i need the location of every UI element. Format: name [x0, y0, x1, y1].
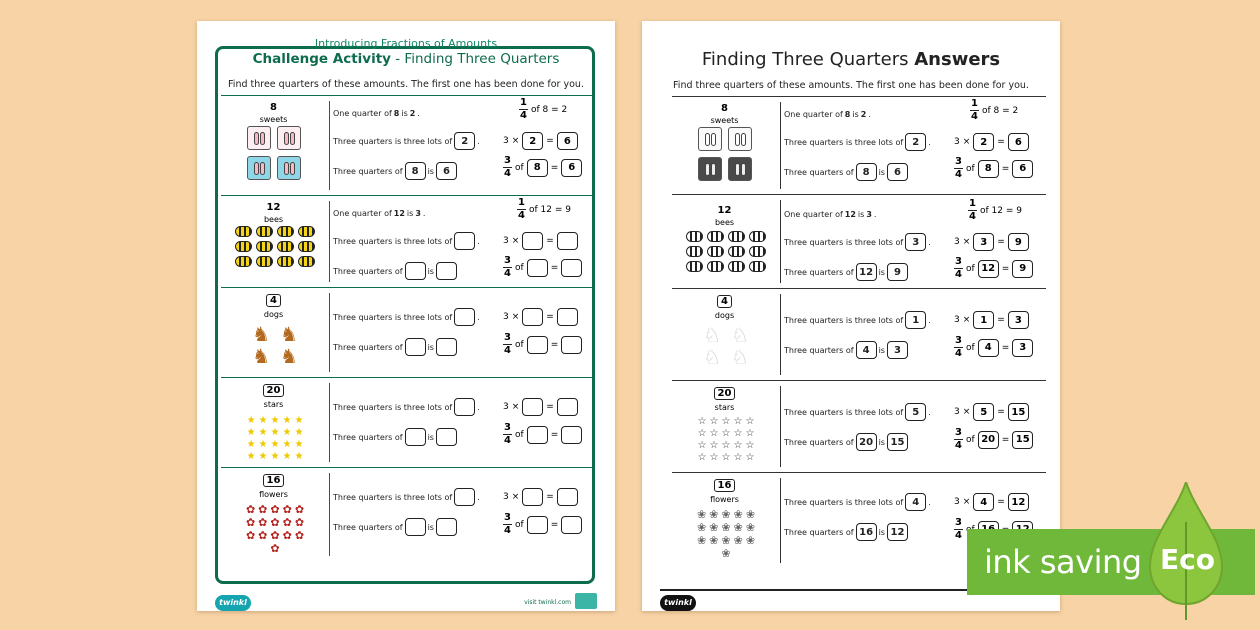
answer-box[interactable]	[522, 308, 543, 326]
answers-worksheet	[642, 21, 1060, 611]
answer-box[interactable]	[405, 428, 426, 446]
bee-icon	[707, 246, 724, 257]
three-quarters-line: Three quarters of 20 is 15	[784, 433, 908, 451]
star-icon: ☆	[697, 428, 707, 439]
flower-icon: ❀	[709, 534, 719, 547]
instruction-text: Find three quarters of these amounts. The first one has been done for you.	[228, 79, 584, 90]
fraction-line: 3 4 of =	[503, 256, 582, 279]
flower-icon: ✿	[245, 529, 256, 542]
bee-icon	[256, 256, 273, 267]
dog-icon: ♞	[252, 344, 270, 368]
question-item-label: bees	[714, 218, 735, 227]
instruction-text: Find three quarters of these amounts. The first one has been done for you.	[673, 80, 1029, 91]
three-lots-line: Three quarters is three lots of 5 .	[784, 403, 931, 421]
star-icon: ★	[246, 427, 256, 438]
star-icon: ★	[246, 415, 256, 426]
star-icon: ☆	[721, 428, 731, 439]
answer-box[interactable]	[557, 308, 578, 326]
bee-icon	[728, 231, 745, 242]
three-lots-line: Three quarters is three lots of 2 .	[333, 132, 480, 150]
sweet-icon	[698, 157, 722, 181]
answer-box: 8	[978, 160, 999, 178]
question-item-label: flowers	[710, 495, 739, 504]
star-icon: ★	[294, 439, 304, 450]
bee-icon	[256, 241, 273, 252]
flower-icon: ❀	[721, 508, 731, 521]
question-row-flowers	[221, 467, 595, 561]
question-number: 20	[672, 387, 777, 400]
flower-icon: ❀	[733, 508, 743, 521]
star-icon: ☆	[697, 440, 707, 451]
answer-box: 8	[405, 162, 426, 180]
answer-box: 8	[856, 163, 877, 181]
dog-icon: ♞	[252, 322, 270, 346]
three-lots-line: Three quarters is three lots of 4 .	[784, 493, 931, 511]
answer-box: 9	[1008, 233, 1029, 251]
bee-icon	[277, 241, 294, 252]
question-number: 16	[221, 474, 326, 487]
answer-box: 4	[905, 493, 926, 511]
dog-icon: ♞	[280, 322, 298, 346]
answer-box: 6	[561, 159, 582, 177]
flower-icon: ❀	[721, 521, 731, 534]
star-icon: ★	[282, 451, 292, 462]
flower-icon: ❀	[745, 508, 756, 521]
answer-box: 6	[1012, 160, 1033, 178]
answer-box[interactable]	[557, 488, 578, 506]
multiplication-line: 3 × 1 = 3	[954, 311, 1029, 329]
question-item-label: flowers	[259, 490, 288, 499]
answer-box: 1	[905, 311, 926, 329]
answer-box: 3	[1008, 311, 1029, 329]
three-lots-line: Three quarters is three lots of .	[333, 308, 480, 326]
answer-box[interactable]	[527, 426, 548, 444]
answer-box: 4	[856, 341, 877, 359]
star-icon: ★	[294, 427, 304, 438]
question-item-label: stars	[714, 403, 735, 412]
dog-icon: ♘	[703, 323, 721, 347]
answer-box[interactable]	[527, 516, 548, 534]
bee-icon	[686, 246, 703, 257]
three-quarters-line: Three quarters of is	[333, 338, 457, 356]
star-icon: ☆	[721, 452, 731, 463]
answer-box: 2	[454, 132, 475, 150]
answer-box: 4	[973, 493, 994, 511]
dog-icon: ♞	[280, 344, 298, 368]
star-icon: ☆	[745, 416, 755, 427]
answer-box[interactable]	[527, 336, 548, 354]
answer-box: 16	[856, 523, 877, 541]
flower-icon: ✿	[245, 503, 256, 516]
star-icon: ☆	[721, 440, 731, 451]
flower-icon: ✿	[258, 516, 268, 529]
bee-icon	[277, 256, 294, 267]
three-lots-line: Three quarters is three lots of .	[333, 398, 480, 416]
answer-box: 9	[887, 263, 908, 281]
flower-icon: ❀	[721, 547, 731, 560]
question-number: 8	[270, 102, 277, 113]
star-icon: ☆	[697, 452, 707, 463]
multiplication-line: 3 × 4 = 12	[954, 493, 1029, 511]
bee-icon	[749, 261, 766, 272]
bee-icon	[707, 261, 724, 272]
flower-icon: ✿	[258, 529, 268, 542]
question-number: 16	[672, 479, 777, 492]
three-lots-line: Three quarters is three lots of 3 .	[784, 233, 931, 251]
bee-icon	[235, 226, 252, 237]
multiplication-line: 3 × =	[503, 398, 578, 416]
answer-box[interactable]	[405, 338, 426, 356]
three-quarters-line: Three quarters of 12 is 9	[784, 263, 908, 281]
fraction-line: 3 4 of 4 = 3	[954, 336, 1033, 359]
answer-box[interactable]	[522, 232, 543, 250]
answer-box: 12	[978, 260, 999, 278]
question-item-label: sweets	[710, 116, 739, 125]
answer-box: 6	[557, 132, 578, 150]
star-icon: ☆	[709, 440, 719, 451]
answer-box: 1	[973, 311, 994, 329]
answer-box[interactable]	[527, 259, 548, 277]
three-quarters-line: Three quarters of 4 is 3	[784, 341, 908, 359]
fraction-line: 3 4	[954, 518, 1033, 541]
bee-icon	[728, 246, 745, 257]
star-icon: ☆	[721, 416, 731, 427]
question-row-bees	[221, 195, 595, 287]
question-number: 4	[672, 295, 777, 308]
star-icon: ★	[282, 427, 292, 438]
multiplication-line: 3 × 3 = 9	[954, 233, 1029, 251]
answer-box: 2	[522, 132, 543, 150]
star-icon: ☆	[745, 440, 755, 451]
question-row-stars	[221, 377, 595, 467]
multiplication-line: 3 × =	[503, 488, 578, 506]
bee-icon	[235, 256, 252, 267]
dog-icon: ♘	[731, 345, 749, 369]
bee-icon	[298, 241, 315, 252]
star-icon: ★	[270, 415, 280, 426]
bee-icon	[749, 231, 766, 242]
flower-icon: ❀	[721, 534, 731, 547]
question-item-label: sweets	[259, 115, 288, 124]
star-icon: ★	[258, 427, 268, 438]
flower-icon: ❀	[709, 521, 719, 534]
answer-box[interactable]	[436, 338, 457, 356]
flower-icon: ❀	[745, 521, 756, 534]
flower-icon: ❀	[745, 534, 756, 547]
bees-picture	[684, 231, 768, 272]
bee-icon	[256, 226, 273, 237]
fraction-line: 3 4 of =	[503, 333, 582, 356]
answer-box: 3	[1012, 339, 1033, 357]
three-quarters-line: Three quarters of 8 is 6	[784, 163, 908, 181]
star-icon: ☆	[709, 428, 719, 439]
star-icon: ★	[258, 415, 268, 426]
fraction-equation: 1 4 of 12 = 9	[518, 197, 571, 221]
bee-icon	[728, 261, 745, 272]
answer-box: 12	[887, 523, 908, 541]
three-lots-line: Three quarters is three lots of 1 .	[784, 311, 931, 329]
answer-box[interactable]	[454, 232, 475, 250]
flower-icon: ✿	[282, 503, 292, 516]
bee-icon	[686, 231, 703, 242]
quality-badge	[575, 593, 597, 609]
bee-icon	[707, 231, 724, 242]
fraction-line: 3 4 of 12 = 9	[954, 257, 1033, 280]
answer-box: 15	[887, 433, 908, 451]
question-row-sweets	[221, 95, 595, 195]
answer-box: 15	[1008, 403, 1029, 421]
sweet-icon	[728, 157, 752, 181]
flower-icon: ❀	[696, 534, 707, 547]
multiplication-line: 3 × =	[503, 232, 578, 250]
answer-box: 3	[905, 233, 926, 251]
sweets-picture	[239, 126, 309, 180]
answer-box[interactable]	[561, 516, 582, 534]
bee-icon	[298, 226, 315, 237]
sweets-picture	[690, 127, 760, 181]
dog-icon: ♘	[703, 345, 721, 369]
answer-box[interactable]	[436, 262, 457, 280]
star-icon: ★	[294, 415, 304, 426]
three-quarters-line: Three quarters of is	[333, 428, 457, 446]
star-icon: ★	[294, 451, 304, 462]
answer-box: 6	[1008, 133, 1029, 151]
star-icon: ☆	[733, 416, 743, 427]
answer-box[interactable]	[405, 518, 426, 536]
sweet-icon	[728, 127, 752, 151]
quarter-fact-line: One quarter of 12 is 3 .	[784, 210, 877, 219]
fraction-line: 3 4 of 8 = 6	[954, 157, 1033, 180]
flower-icon: ✿	[245, 516, 256, 529]
answer-box[interactable]	[454, 308, 475, 326]
answer-row-dogs	[672, 288, 1046, 380]
three-quarters-line: Three quarters of is	[333, 518, 457, 536]
answer-box[interactable]	[405, 262, 426, 280]
star-icon: ★	[270, 451, 280, 462]
answer-box[interactable]	[522, 398, 543, 416]
three-quarters-line: Three quarters of 8 is 6	[333, 162, 457, 180]
answer-box: 9	[1012, 260, 1033, 278]
three-lots-line: Three quarters is three lots of .	[333, 232, 480, 250]
answer-row-sweets	[672, 96, 1046, 194]
sweet-icon	[247, 156, 271, 180]
quarter-fact-line: One quarter of 12 is 3 .	[333, 209, 426, 218]
answer-box[interactable]	[522, 488, 543, 506]
answer-box: 2	[973, 133, 994, 151]
flower-icon: ✿	[282, 529, 292, 542]
fraction-line: 3 4 of =	[503, 423, 582, 446]
bee-icon	[235, 241, 252, 252]
star-icon: ☆	[733, 428, 743, 439]
twinkl-logo: twinkl	[215, 595, 251, 611]
star-icon: ★	[258, 439, 268, 450]
flower-icon: ✿	[270, 529, 280, 542]
three-quarters-line: Three quarters of 16 is 12	[784, 523, 908, 541]
answer-row-stars	[672, 380, 1046, 472]
answer-box[interactable]	[561, 426, 582, 444]
multiplication-line: 3 × 2 = 6	[954, 133, 1029, 151]
star-icon: ☆	[745, 428, 755, 439]
star-icon: ★	[282, 439, 292, 450]
star-icon: ★	[258, 451, 268, 462]
fraction-line: 3 4 of 8 = 6	[503, 156, 582, 179]
star-icon: ★	[246, 451, 256, 462]
twinkl-logo: twinkl	[660, 595, 696, 611]
worked-fraction-equation: 1 4 of 8 = 2	[971, 98, 1019, 122]
three-lots-line: Three quarters is three lots of 2 .	[784, 133, 931, 151]
question-item-label: bees	[263, 215, 284, 224]
multiplication-line: 3 × 5 = 15	[954, 403, 1029, 421]
worksheet-title: Challenge Activity - Finding Three Quarters	[252, 51, 560, 67]
question-number: 20	[221, 384, 326, 397]
worksheet-subtitle: Introducing Fractions of Amounts	[314, 37, 498, 50]
flower-icon: ✿	[294, 529, 305, 542]
star-icon: ☆	[709, 416, 719, 427]
answer-box: 4	[978, 339, 999, 357]
answer-box: 8	[527, 159, 548, 177]
answer-box[interactable]	[557, 398, 578, 416]
star-icon: ☆	[733, 452, 743, 463]
bee-icon	[277, 226, 294, 237]
answer-box[interactable]	[557, 232, 578, 250]
answer-box: 5	[973, 403, 994, 421]
question-item-label: dogs	[263, 310, 284, 319]
fraction-line: 3 4 of 20 = 15	[954, 428, 1033, 451]
fraction-equation: 1 4 of 12 = 9	[969, 198, 1022, 222]
star-icon: ☆	[745, 452, 755, 463]
answer-box[interactable]	[436, 518, 457, 536]
bee-icon	[749, 246, 766, 257]
answer-box: 6	[436, 162, 457, 180]
question-row-dogs	[221, 287, 595, 377]
star-icon: ★	[270, 427, 280, 438]
flower-icon: ✿	[258, 503, 268, 516]
answer-box: 5	[905, 403, 926, 421]
answer-box: 2	[905, 133, 926, 151]
dog-icon: ♘	[731, 323, 749, 347]
multiplication-line: 3 × 2 = 6	[503, 132, 578, 150]
bee-icon	[686, 261, 703, 272]
answer-box[interactable]	[454, 488, 475, 506]
question-number: 8	[721, 103, 728, 114]
flower-icon: ✿	[294, 503, 305, 516]
flowers-picture	[245, 504, 305, 554]
flower-icon: ❀	[696, 508, 707, 521]
sweet-icon	[247, 126, 271, 150]
footer-url[interactable]: visit twinkl.com	[524, 599, 571, 606]
question-item-label: stars	[263, 400, 284, 409]
flower-icon: ✿	[294, 516, 305, 529]
flower-icon: ❀	[696, 521, 707, 534]
flower-icon: ❀	[733, 521, 743, 534]
flowers-picture	[696, 509, 756, 559]
challenge-worksheet	[197, 21, 615, 611]
question-number: 12	[717, 205, 732, 216]
answer-box: 20	[978, 431, 999, 449]
bees-picture	[233, 226, 317, 267]
stars-picture	[692, 417, 760, 463]
star-icon: ★	[246, 439, 256, 450]
worked-example-line: One quarter of 8 is 2 .	[784, 110, 871, 119]
ink-saving-text: ink saving	[984, 543, 1142, 581]
question-number: 12	[266, 202, 281, 213]
eco-label: Eco	[1160, 543, 1215, 576]
answer-box[interactable]	[561, 336, 582, 354]
flower-icon: ❀	[733, 534, 743, 547]
answer-box[interactable]	[454, 398, 475, 416]
dogs-picture	[696, 325, 756, 367]
star-icon: ★	[270, 439, 280, 450]
sweet-icon	[277, 126, 301, 150]
star-icon: ☆	[697, 416, 707, 427]
bee-icon	[298, 256, 315, 267]
star-icon: ★	[282, 415, 292, 426]
worked-example-line: One quarter of 8 is 2 .	[333, 109, 420, 118]
fraction-line: 3 4 of =	[503, 513, 582, 536]
sweet-icon	[698, 127, 722, 151]
flower-icon: ❀	[709, 508, 719, 521]
answer-box: 6	[887, 163, 908, 181]
sweet-icon	[277, 156, 301, 180]
flower-icon: ✿	[270, 503, 280, 516]
answer-row-bees	[672, 194, 1046, 288]
multiplication-line: 3 × =	[503, 308, 578, 326]
answer-box: 15	[1012, 431, 1033, 449]
flower-icon: ✿	[270, 542, 280, 555]
answer-box: 12	[856, 263, 877, 281]
answer-box: 20	[856, 433, 877, 451]
worked-fraction-equation: 1 4 of 8 = 2	[520, 97, 568, 121]
answer-box[interactable]	[561, 259, 582, 277]
flower-icon: ✿	[282, 516, 292, 529]
answers-title: Finding Three Quarters Answers	[701, 49, 1001, 70]
answer-box: 3	[973, 233, 994, 251]
dogs-picture	[245, 324, 305, 366]
answer-box: 3	[887, 341, 908, 359]
star-icon: ☆	[709, 452, 719, 463]
stars-picture	[241, 416, 309, 462]
question-item-label: dogs	[714, 311, 735, 320]
three-quarters-line: Three quarters of is	[333, 262, 457, 280]
answer-box: 12	[1008, 493, 1029, 511]
question-number: 4	[221, 294, 326, 307]
star-icon: ☆	[733, 440, 743, 451]
flower-icon: ✿	[270, 516, 280, 529]
three-lots-line: Three quarters is three lots of .	[333, 488, 480, 506]
answer-box[interactable]	[436, 428, 457, 446]
